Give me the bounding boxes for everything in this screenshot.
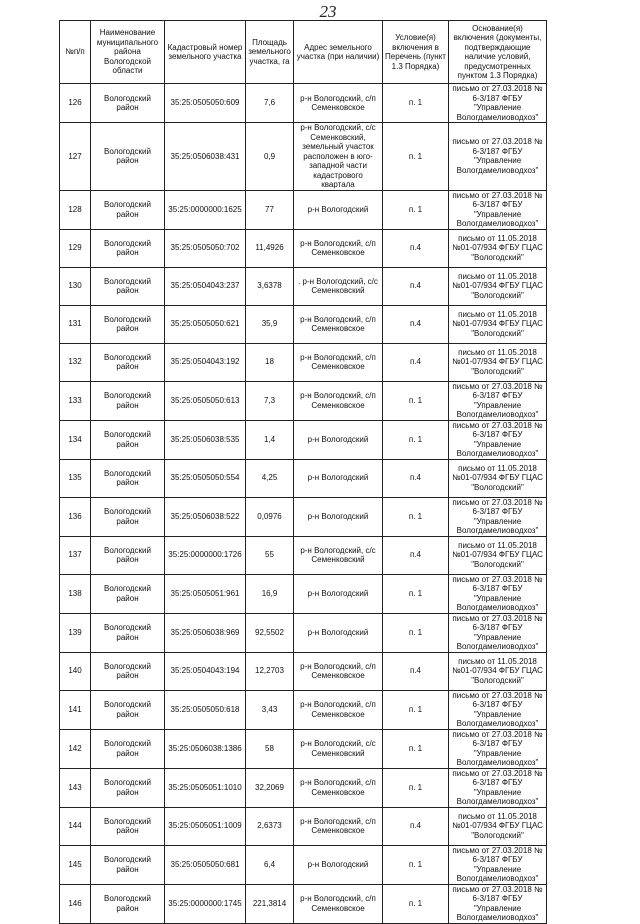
cell-basis: письмо от 11.05.2018 №01-07/934 ФГБУ ГЦАС "Вологодский" <box>449 267 547 305</box>
cell-address: р-н Вологодский, с/с Семенковский <box>294 729 383 768</box>
cell-district: Вологодский район <box>91 613 165 652</box>
cell-address: р-н Вологодский, с/п Семенковское <box>294 305 383 343</box>
cell-no: 146 <box>60 884 91 923</box>
cell-no: 143 <box>60 768 91 807</box>
cell-no: 142 <box>60 729 91 768</box>
cell-district: Вологодский район <box>91 884 165 923</box>
table-row <box>60 459 547 497</box>
cell-no: 127 <box>60 123 91 191</box>
cell-address: р-н Вологодский, с/п Семенковское <box>294 229 383 267</box>
cell-area: 0,0976 <box>246 497 294 536</box>
cell-cadastral: 35:25:0505051:961 <box>165 574 246 613</box>
cell-address: р-н Вологодский, с/п Семенковское <box>294 381 383 420</box>
cell-area: 18 <box>246 343 294 381</box>
cell-area: 7,3 <box>246 381 294 420</box>
cell-basis: письмо от 27.03.2018 № 6-3/187 ФГБУ "Управление Вологдамелиоводхоз" <box>449 884 547 923</box>
cell-district: Вологодский район <box>91 768 165 807</box>
cell-district: Вологодский район <box>91 536 165 574</box>
cell-basis: письмо от 11.05.2018 №01-07/934 ФГБУ ГЦАС "Вологодский" <box>449 807 547 845</box>
cell-cadastral: 35:25:0505050:621 <box>165 305 246 343</box>
cell-address: р-н Вологодский, с/п Семенковское <box>294 84 383 123</box>
cell-condition: п. 1 <box>383 729 449 768</box>
table-row <box>60 613 547 652</box>
table-header <box>60 21 547 84</box>
cell-district: Вологодский район <box>91 267 165 305</box>
cell-district: Вологодский район <box>91 229 165 267</box>
cell-condition: п.4 <box>383 343 449 381</box>
cell-condition: п.4 <box>383 267 449 305</box>
cell-condition: п. 1 <box>383 690 449 729</box>
cell-area: 35,9 <box>246 305 294 343</box>
table-row <box>60 343 547 381</box>
cell-basis: письмо от 11.05.2018 №01-07/934 ФГБУ ГЦАС "Вологодский" <box>449 652 547 690</box>
cell-address: р-н Вологодский, с/п Семенковское <box>294 652 383 690</box>
cell-no: 130 <box>60 267 91 305</box>
cell-basis: письмо от 27.03.2018 № 6-3/187 ФГБУ "Управление Вологдамелиоводхоз" <box>449 574 547 613</box>
cell-no: 145 <box>60 845 91 884</box>
cell-area: 58 <box>246 729 294 768</box>
cell-no: 133 <box>60 381 91 420</box>
header-district: Наименование муниципального района Вологодской области <box>91 21 165 84</box>
cell-condition: п.4 <box>383 536 449 574</box>
table-row <box>60 690 547 729</box>
page-number: 23 <box>319 2 337 21</box>
cell-condition: п. 1 <box>383 84 449 123</box>
cell-district: Вологодский район <box>91 420 165 459</box>
cell-basis: письмо от 27.03.2018 № 6-3/187 ФГБУ "Управление Вологдамелиоводхоз" <box>449 381 547 420</box>
table-row <box>60 123 547 191</box>
table-row <box>60 652 547 690</box>
cell-cadastral: 35:25:0504043:194 <box>165 652 246 690</box>
cell-cadastral: 35:25:0505050:681 <box>165 845 246 884</box>
table-row <box>60 768 547 807</box>
cell-condition: п. 1 <box>383 845 449 884</box>
table-body <box>60 84 547 924</box>
cell-basis: письмо от 11.05.2018 №01-07/934 ФГБУ ГЦАС "Вологодский" <box>449 229 547 267</box>
cell-condition: п. 1 <box>383 613 449 652</box>
cell-basis: письмо от 11.05.2018 №01-07/934 ФГБУ ГЦАС "Вологодский" <box>449 459 547 497</box>
cell-cadastral: 35:25:0506038:431 <box>165 123 246 191</box>
cell-cadastral: 35:25:0505050:613 <box>165 381 246 420</box>
table-row <box>60 729 547 768</box>
cell-cadastral: 35:25:0505050:554 <box>165 459 246 497</box>
cell-area: 32,2069 <box>246 768 294 807</box>
cell-basis: письмо от 27.03.2018 № 6-3/187 ФГБУ "Управление Вологдамелиоводхоз" <box>449 613 547 652</box>
cell-condition: п. 1 <box>383 123 449 191</box>
cell-area: 11,4926 <box>246 229 294 267</box>
cell-condition: п. 1 <box>383 574 449 613</box>
cell-condition: п.4 <box>383 807 449 845</box>
cell-cadastral: 35:25:0505050:618 <box>165 690 246 729</box>
cell-address: р-н Вологодский, с/с Семенковский, земельный участок расположен в юго-западной части кадастрового квартала <box>294 123 383 191</box>
cell-address: р-н Вологодский, с/п Семенковское <box>294 884 383 923</box>
cell-no: 138 <box>60 574 91 613</box>
land-plots-table <box>59 20 547 924</box>
header-address: Адрес земельного участка (при наличии) <box>294 21 383 84</box>
header-area: Площадь земельного участка, га <box>246 21 294 84</box>
cell-basis: письмо от 27.03.2018 № 6-3/187 ФГБУ "Управление Вологдамелиоводхоз" <box>449 497 547 536</box>
cell-no: 134 <box>60 420 91 459</box>
cell-no: 132 <box>60 343 91 381</box>
table-row <box>60 884 547 923</box>
cell-basis: письмо от 11.05.2018 №01-07/934 ФГБУ ГЦАС "Вологодский" <box>449 536 547 574</box>
cell-basis: письмо от 27.03.2018 № 6-3/187 ФГБУ "Управление Вологдамелиоводхоз" <box>449 190 547 229</box>
cell-cadastral: 35:25:0506038:522 <box>165 497 246 536</box>
cell-address: р-н Вологодский, с/п Семенковское <box>294 768 383 807</box>
cell-district: Вологодский район <box>91 729 165 768</box>
cell-basis: письмо от 27.03.2018 № 6-3/187 ФГБУ "Управление Вологдамелиоводхоз" <box>449 729 547 768</box>
cell-district: Вологодский район <box>91 305 165 343</box>
cell-area: 221,3814 <box>246 884 294 923</box>
cell-no: 139 <box>60 613 91 652</box>
cell-address: . р-н Вологодский, с/с Семенковский <box>294 267 383 305</box>
cell-area: 3,43 <box>246 690 294 729</box>
cell-condition: п.4 <box>383 305 449 343</box>
cell-district: Вологодский район <box>91 343 165 381</box>
cell-cadastral: 35:25:0000000:1726 <box>165 536 246 574</box>
table-row <box>60 267 547 305</box>
table-row <box>60 845 547 884</box>
cell-district: Вологодский район <box>91 381 165 420</box>
cell-no: 135 <box>60 459 91 497</box>
cell-no: 144 <box>60 807 91 845</box>
cell-cadastral: 35:25:0505050:609 <box>165 84 246 123</box>
cell-basis: письмо от 27.03.2018 № 6-3/187 ФГБУ "Управление Вологдамелиоводхоз" <box>449 845 547 884</box>
cell-cadastral: 35:25:0506038:969 <box>165 613 246 652</box>
cell-area: 4,25 <box>246 459 294 497</box>
table-row <box>60 497 547 536</box>
cell-condition: п. 1 <box>383 190 449 229</box>
table-row <box>60 574 547 613</box>
cell-area: 77 <box>246 190 294 229</box>
table-row <box>60 305 547 343</box>
header-condition: Условие(я) включения в Перечень (пункт 1.3 Порядка) <box>383 21 449 84</box>
cell-district: Вологодский район <box>91 574 165 613</box>
cell-area: 0,9 <box>246 123 294 191</box>
cell-condition: п. 1 <box>383 381 449 420</box>
cell-no: 126 <box>60 84 91 123</box>
cell-cadastral: 35:25:0506038:1386 <box>165 729 246 768</box>
table-row <box>60 381 547 420</box>
cell-condition: п.4 <box>383 652 449 690</box>
header-cadastral: Кадастровый номер земельного участка <box>165 21 246 84</box>
cell-district: Вологодский район <box>91 845 165 884</box>
cell-no: 129 <box>60 229 91 267</box>
cell-no: 131 <box>60 305 91 343</box>
cell-no: 141 <box>60 690 91 729</box>
cell-cadastral: 35:25:0505051:1009 <box>165 807 246 845</box>
cell-district: Вологодский район <box>91 459 165 497</box>
table-row <box>60 420 547 459</box>
cell-condition: п. 1 <box>383 420 449 459</box>
cell-basis: письмо от 27.03.2018 № 6-3/187 ФГБУ "Управление Вологдамелиоводхоз" <box>449 84 547 123</box>
cell-condition: п. 1 <box>383 884 449 923</box>
cell-address: р-н Вологодский, с/с Семенковский <box>294 536 383 574</box>
cell-no: 136 <box>60 497 91 536</box>
cell-district: Вологодский район <box>91 190 165 229</box>
cell-address: р-н Вологодский <box>294 420 383 459</box>
table-row <box>60 536 547 574</box>
header-no: №п/п <box>60 21 91 84</box>
cell-cadastral: 35:25:0505050:702 <box>165 229 246 267</box>
cell-no: 137 <box>60 536 91 574</box>
cell-area: 55 <box>246 536 294 574</box>
cell-condition: п.4 <box>383 459 449 497</box>
cell-district: Вологодский район <box>91 123 165 191</box>
cell-condition: п.4 <box>383 229 449 267</box>
cell-basis: письмо от 27.03.2018 № 6-3/187 ФГБУ "Управление Вологдамелиоводхоз" <box>449 123 547 191</box>
cell-basis: письмо от 27.03.2018 № 6-3/187 ФГБУ "Управление Вологдамелиоводхоз" <box>449 690 547 729</box>
cell-area: 3,6378 <box>246 267 294 305</box>
table-row <box>60 229 547 267</box>
cell-basis: письмо от 27.03.2018 № 6-3/187 ФГБУ "Управление Вологдамелиоводхоз" <box>449 420 547 459</box>
cell-district: Вологодский район <box>91 497 165 536</box>
cell-basis: письмо от 11.05.2018 №01-07/934 ФГБУ ГЦАС "Вологодский" <box>449 343 547 381</box>
cell-area: 12,2703 <box>246 652 294 690</box>
cell-area: 16,9 <box>246 574 294 613</box>
cell-address: р-н Вологодский, с/п Семенковское <box>294 807 383 845</box>
cell-area: 7,6 <box>246 84 294 123</box>
cell-cadastral: 35:25:0505051:1010 <box>165 768 246 807</box>
cell-condition: п. 1 <box>383 497 449 536</box>
cell-address: р-н Вологодский <box>294 574 383 613</box>
cell-address: р-н Вологодский, с/п Семенковское <box>294 690 383 729</box>
cell-address: р-н Вологодский <box>294 497 383 536</box>
cell-address: р-н Вологодский, с/п Семенковское <box>294 343 383 381</box>
cell-cadastral: 35:25:0000000:1745 <box>165 884 246 923</box>
cell-cadastral: 35:25:0506038:535 <box>165 420 246 459</box>
table-row <box>60 84 547 123</box>
cell-condition: п. 1 <box>383 768 449 807</box>
cell-address: р-н Вологодский <box>294 845 383 884</box>
cell-address: р-н Вологодский <box>294 613 383 652</box>
cell-cadastral: 35:25:0504043:192 <box>165 343 246 381</box>
table-row <box>60 190 547 229</box>
cell-no: 128 <box>60 190 91 229</box>
cell-cadastral: 35:25:0000000:1625 <box>165 190 246 229</box>
cell-area: 2,6373 <box>246 807 294 845</box>
cell-address: р-н Вологодский <box>294 190 383 229</box>
cell-district: Вологодский район <box>91 807 165 845</box>
cell-area: 1,4 <box>246 420 294 459</box>
cell-no: 140 <box>60 652 91 690</box>
cell-area: 6,4 <box>246 845 294 884</box>
cell-district: Вологодский район <box>91 652 165 690</box>
header-basis: Основание(я) включения (документы, подтверждающие наличие условий, предусмотренных пунктом 1.3 Порядка) <box>449 21 547 84</box>
cell-basis: письмо от 27.03.2018 № 6-3/187 ФГБУ "Управление Вологдамелиоводхоз" <box>449 768 547 807</box>
cell-district: Вологодский район <box>91 84 165 123</box>
cell-district: Вологодский район <box>91 690 165 729</box>
cell-address: р-н Вологодский <box>294 459 383 497</box>
cell-cadastral: 35:25:0504043:237 <box>165 267 246 305</box>
cell-area: 92,5502 <box>246 613 294 652</box>
cell-basis: письмо от 11.05.2018 №01-07/934 ФГБУ ГЦАС "Вологодский" <box>449 305 547 343</box>
table-row <box>60 807 547 845</box>
